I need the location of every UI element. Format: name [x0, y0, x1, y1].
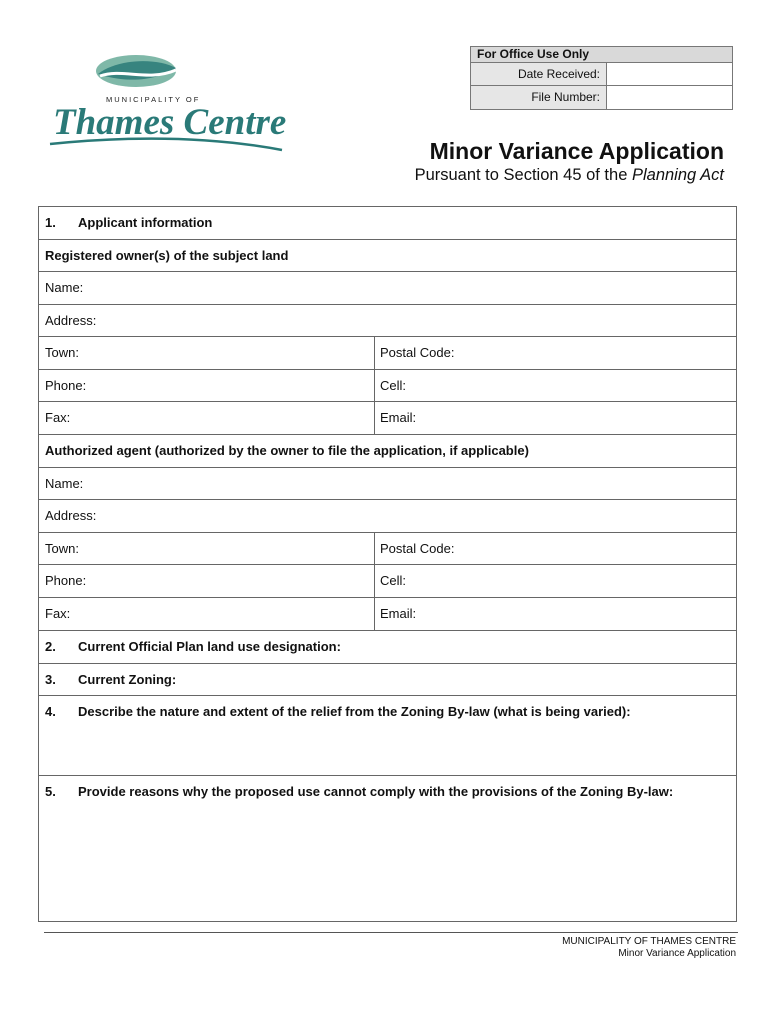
agent-phone-cell-row	[39, 565, 736, 598]
agent-fax-email-row	[39, 598, 736, 631]
section-5-row[interactable]	[39, 776, 736, 921]
agent-heading-row	[39, 435, 736, 468]
date-received-row	[471, 63, 732, 86]
date-received-field[interactable]	[607, 63, 732, 85]
section-5-label: Provide reasons why the proposed use cannot comply with the provisions of the Zoning By-law:	[78, 784, 674, 799]
agent-address-row[interactable]	[39, 500, 736, 533]
subtitle-italic: Planning Act	[631, 166, 724, 184]
owner-address-row[interactable]	[39, 305, 736, 337]
footer-divider	[44, 932, 738, 933]
section-4-row[interactable]	[39, 696, 736, 776]
agent-postal-field[interactable]: Postal Code:	[380, 541, 455, 556]
owner-town-field[interactable]: Town:	[39, 337, 375, 369]
section-2-label: Current Official Plan land use designation:	[78, 639, 341, 654]
section-2-number: 2.	[45, 639, 56, 654]
agent-cell-field[interactable]: Cell:	[380, 573, 407, 588]
owner-email-field[interactable]: Email:	[380, 410, 417, 425]
page-title: Minor Variance Application	[429, 138, 724, 164]
logo-main-text: Thames Centre	[53, 102, 287, 143]
section-3-number: 3.	[45, 672, 56, 687]
office-use-box	[470, 46, 733, 110]
agent-phone-field[interactable]: Phone:	[39, 565, 375, 597]
agent-name-row[interactable]	[39, 468, 736, 500]
section-3-row[interactable]	[39, 664, 736, 696]
file-number-field[interactable]	[607, 86, 732, 109]
page-subtitle	[415, 166, 724, 185]
owner-postal-field[interactable]: Postal Code:	[380, 345, 455, 360]
office-use-header: For Office Use Only	[471, 47, 732, 63]
application-form	[38, 206, 737, 922]
footer-document-name: Minor Variance Application	[618, 948, 736, 959]
agent-town-postal-row	[39, 533, 736, 565]
section-4-label: Describe the nature and extent of the relief from the Zoning By-law (what is being varied):	[78, 704, 631, 719]
footer-municipality: MUNICIPALITY OF THAMES CENTRE	[562, 936, 736, 947]
owner-heading: Registered owner(s) of the subject land	[45, 248, 289, 263]
section-1-label: Applicant information	[78, 215, 213, 230]
owner-fax-email-row	[39, 402, 736, 435]
thames-centre-logo	[48, 50, 288, 155]
agent-fax-field[interactable]: Fax:	[39, 598, 375, 630]
section-4-number: 4.	[45, 704, 56, 719]
owner-name-row[interactable]	[39, 272, 736, 305]
owner-phone-cell-row	[39, 370, 736, 402]
owner-phone-field[interactable]: Phone:	[39, 370, 375, 401]
owner-fax-field[interactable]: Fax:	[39, 402, 375, 434]
agent-heading: Authorized agent (authorized by the owner to file the application, if applicable)	[45, 443, 529, 458]
owner-town-postal-row	[39, 337, 736, 370]
owner-heading-row	[39, 240, 736, 272]
file-number-label: File Number:	[471, 86, 607, 109]
agent-name-label: Name:	[45, 476, 84, 491]
section-5-number: 5.	[45, 784, 56, 799]
owner-cell-field[interactable]: Cell:	[380, 378, 407, 393]
agent-email-field[interactable]: Email:	[380, 606, 417, 621]
section-2-row[interactable]	[39, 631, 736, 664]
logo-top-text: MUNICIPALITY OF	[106, 95, 201, 104]
owner-name-label: Name:	[45, 280, 84, 295]
section-1-row	[39, 207, 736, 240]
agent-town-field[interactable]: Town:	[39, 533, 375, 564]
subtitle-prefix: Pursuant to Section 45 of the	[414, 166, 632, 184]
file-number-row	[471, 86, 732, 109]
agent-address-label: Address:	[45, 508, 97, 523]
section-3-label: Current Zoning:	[78, 672, 177, 687]
section-1-number: 1.	[45, 215, 56, 230]
owner-address-label: Address:	[45, 313, 97, 328]
date-received-label: Date Received:	[471, 63, 607, 85]
